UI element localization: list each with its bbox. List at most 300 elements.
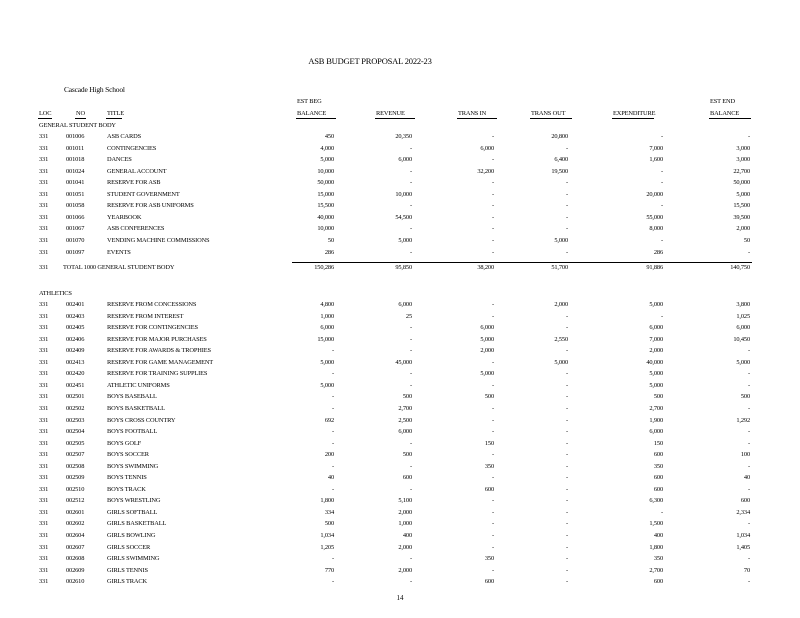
cell-trans-out: - [566, 179, 568, 187]
cell-est-end: - [748, 370, 750, 378]
cell-revenue: 10,000 [395, 190, 412, 198]
cell-revenue: 54,500 [395, 213, 412, 221]
cell-title: RESERVE FOR MAJOR PURCHASES [107, 335, 207, 343]
cell-title: GIRLS SOFTBALL [107, 508, 158, 516]
cell-revenue: - [410, 167, 412, 175]
cell-trans-in: 5,000 [480, 335, 494, 343]
cell-est-beg: 6,000 [320, 324, 334, 332]
cell-account-no: 001097 [66, 248, 85, 256]
cell-est-beg: 4,000 [320, 144, 334, 152]
cell-revenue: 1,000 [398, 520, 412, 528]
cell-est-beg: 50 [327, 236, 334, 244]
cell-trans-in: - [492, 202, 494, 210]
cell-loc: 331 [39, 324, 49, 332]
cell-trans-out: 5,000 [554, 358, 568, 366]
cell-title: RESERVE FOR ASB UNIFORMS [107, 202, 194, 210]
cell-trans-in: - [492, 404, 494, 412]
total-est-beg: 150,286 [314, 264, 334, 271]
cell-trans-in: 350 [484, 462, 494, 470]
cell-expenditure: - [661, 312, 663, 320]
cell-revenue: 5,100 [398, 497, 412, 505]
cell-account-no: 002608 [66, 555, 85, 563]
cell-trans-out: - [566, 416, 568, 424]
cell-expenditure: 350 [653, 462, 663, 470]
cell-est-beg: 5,000 [320, 156, 334, 164]
cell-est-end: - [748, 347, 750, 355]
cell-expenditure: 500 [653, 393, 663, 401]
cell-trans-in: - [492, 179, 494, 187]
cell-est-end: - [748, 404, 750, 412]
header-underline [709, 118, 751, 119]
cell-loc: 331 [39, 190, 49, 198]
cell-revenue: 45,000 [395, 358, 412, 366]
cell-loc: 331 [39, 381, 49, 389]
cell-trans-in: 600 [484, 578, 494, 586]
cell-account-no: 002508 [66, 462, 85, 470]
cell-est-beg: 10,000 [317, 225, 334, 233]
cell-trans-out: - [566, 451, 568, 459]
cell-est-end: 6,000 [736, 324, 750, 332]
cell-account-no: 001058 [66, 202, 85, 210]
section-header-general-student-body: GENERAL STUDENT BODY [39, 122, 116, 129]
cell-trans-in: 600 [484, 485, 494, 493]
cell-loc: 331 [39, 236, 49, 244]
cell-trans-in: - [492, 566, 494, 574]
page-number: 14 [396, 594, 404, 602]
cell-title: RESERVE FROM INTEREST [107, 312, 184, 320]
cell-loc: 331 [39, 301, 49, 308]
document-title: ASB BUDGET PROPOSAL 2022-23 [308, 56, 432, 66]
cell-account-no: 002401 [66, 301, 85, 308]
cell-trans-out: - [566, 555, 568, 563]
cell-loc: 331 [39, 508, 49, 516]
cell-trans-out: 20,800 [551, 133, 568, 140]
cell-expenditure: 286 [653, 248, 663, 256]
cell-expenditure: 2,700 [649, 566, 663, 574]
cell-trans-out: - [566, 213, 568, 221]
cell-account-no: 002505 [66, 439, 85, 447]
cell-title: ASB CONFERENCES [107, 225, 165, 233]
cell-title: BOYS SOCCER [107, 451, 149, 459]
cell-est-end: 600 [740, 497, 750, 505]
cell-expenditure: 1,600 [649, 156, 663, 164]
cell-loc: 331 [39, 532, 49, 539]
cell-title: BOYS BASEBALL [107, 393, 157, 401]
cell-revenue: 6,000 [398, 301, 412, 308]
cell-loc: 331 [39, 451, 49, 459]
cell-title: BOYS FOOTBALL [107, 428, 158, 436]
cell-loc: 331 [39, 439, 49, 447]
cell-expenditure: 600 [653, 451, 663, 459]
cell-trans-out: - [566, 225, 568, 233]
cell-trans-out: - [566, 324, 568, 332]
cell-trans-out: - [566, 347, 568, 355]
cell-account-no: 002406 [66, 335, 85, 343]
cell-est-beg: 500 [324, 520, 334, 528]
cell-trans-out: - [566, 381, 568, 389]
cell-loc: 331 [39, 370, 49, 378]
cell-trans-in: 2,000 [480, 347, 494, 355]
cell-trans-in: - [492, 474, 494, 482]
cell-est-beg: - [332, 404, 334, 412]
cell-expenditure: 350 [653, 555, 663, 563]
cell-est-beg: - [332, 485, 334, 493]
cell-title: STUDENT GOVERNMENT [107, 190, 180, 198]
cell-expenditure: - [661, 236, 663, 244]
cell-trans-in: - [492, 312, 494, 320]
cell-loc: 331 [39, 213, 49, 221]
cell-title: BOYS CROSS COUNTRY [107, 416, 176, 424]
cell-account-no: 002420 [66, 370, 85, 378]
cell-trans-in: - [492, 543, 494, 551]
cell-expenditure: 600 [653, 474, 663, 482]
cell-trans-in: - [492, 190, 494, 198]
cell-title: ASB CARDS [107, 133, 141, 140]
cell-revenue: - [410, 381, 412, 389]
cell-expenditure: 1,800 [649, 543, 663, 551]
cell-trans-out: - [566, 393, 568, 401]
cell-est-beg: 692 [324, 416, 334, 424]
cell-title: RESERVE FOR GAME MANAGEMENT [107, 358, 214, 366]
cell-loc: 331 [39, 393, 49, 401]
cell-loc: 331 [39, 566, 49, 574]
cell-trans-in: - [492, 133, 494, 140]
cell-trans-out: 6,400 [554, 156, 568, 164]
cell-est-beg: - [332, 462, 334, 470]
cell-expenditure: 7,000 [649, 335, 663, 343]
cell-loc: 331 [39, 133, 49, 140]
cell-trans-out: - [566, 190, 568, 198]
cell-account-no: 002509 [66, 474, 85, 482]
cell-expenditure: 8,000 [649, 225, 663, 233]
cell-title: RESERVE FOR CONTINGENCIES [107, 324, 198, 332]
cell-trans-in: - [492, 381, 494, 389]
cell-loc: 331 [39, 202, 49, 210]
cell-trans-out: - [566, 508, 568, 516]
col-header-loc: LOC [39, 110, 52, 117]
cell-loc: 331 [39, 543, 49, 551]
cell-account-no: 002451 [66, 381, 85, 389]
cell-est-beg: 10,000 [317, 167, 334, 175]
cell-est-end: 1,025 [736, 312, 750, 320]
cell-expenditure: 2,700 [649, 404, 663, 412]
cell-loc: 331 [39, 358, 49, 366]
cell-expenditure: 55,000 [646, 213, 663, 221]
cell-trans-out: - [566, 248, 568, 256]
cell-expenditure: 5,000 [649, 301, 663, 308]
col-header-trans-in: TRANS IN [458, 110, 487, 117]
cell-account-no: 001051 [66, 190, 85, 198]
cell-trans-in: 350 [484, 555, 494, 563]
cell-title: RESERVE FOR AWARDS & TROPHIES [107, 347, 211, 355]
cell-trans-out: - [566, 520, 568, 528]
cell-est-beg: 15,500 [317, 202, 334, 210]
cell-title: ATHLETIC UNIFORMS [107, 381, 170, 389]
cell-account-no: 001011 [66, 144, 85, 152]
cell-est-end: - [748, 248, 750, 256]
cell-revenue: 500 [402, 393, 412, 401]
cell-trans-out: - [566, 202, 568, 210]
cell-loc: 331 [39, 404, 49, 412]
cell-title: BOYS WRESTLING [107, 497, 161, 505]
cell-est-end: 39,500 [733, 213, 750, 221]
cell-trans-out: - [566, 439, 568, 447]
header-underline [612, 118, 654, 119]
cell-revenue: - [410, 462, 412, 470]
cell-est-end: - [748, 439, 750, 447]
cell-est-beg: 15,000 [317, 190, 334, 198]
cell-expenditure: - [661, 508, 663, 516]
cell-est-end: - [748, 520, 750, 528]
cell-est-end: 2,334 [736, 508, 750, 516]
total-est-end: 140,750 [730, 264, 750, 271]
cell-title: BOYS SWIMMING [107, 462, 159, 470]
cell-trans-in: - [492, 213, 494, 221]
cell-est-beg: - [332, 393, 334, 401]
cell-est-end: 50 [743, 236, 750, 244]
cell-est-end: - [748, 485, 750, 493]
cell-trans-in: - [492, 497, 494, 505]
cell-trans-in: 32,200 [477, 167, 494, 175]
cell-title: GIRLS TRACK [107, 578, 147, 586]
cell-revenue: - [410, 485, 412, 493]
cell-est-beg: - [332, 439, 334, 447]
cell-loc: 331 [39, 497, 49, 505]
header-underline [530, 118, 572, 119]
cell-trans-in: - [492, 451, 494, 459]
cell-est-end: 70 [743, 566, 750, 574]
cell-trans-out: - [566, 312, 568, 320]
cell-est-end: 100 [740, 451, 750, 459]
cell-title: YEARBOOK [107, 213, 142, 221]
cell-account-no: 002504 [66, 428, 85, 436]
cell-account-no: 002609 [66, 566, 85, 574]
cell-revenue: 20,350 [395, 133, 412, 140]
cell-expenditure: 2,000 [649, 347, 663, 355]
cell-trans-in: 6,000 [480, 144, 494, 152]
cell-est-beg: 15,000 [317, 335, 334, 343]
cell-trans-in: 500 [484, 393, 494, 401]
cell-est-beg: 1,205 [320, 543, 334, 551]
cell-account-no: 002507 [66, 451, 85, 459]
cell-trans-in: - [492, 301, 494, 308]
cell-title: GIRLS TENNIS [107, 566, 148, 574]
cell-loc: 331 [39, 312, 49, 320]
cell-revenue: - [410, 248, 412, 256]
cell-loc: 331 [39, 156, 49, 164]
cell-account-no: 002610 [66, 578, 85, 586]
cell-revenue: 25 [405, 312, 412, 320]
cell-title: GIRLS SOCCER [107, 543, 151, 551]
total-label: TOTAL 1000 GENERAL STUDENT BODY [63, 264, 175, 271]
cell-est-beg: 1,034 [320, 532, 334, 539]
cell-loc: 331 [39, 347, 49, 355]
cell-expenditure: - [661, 179, 663, 187]
col-header-no: NO [76, 110, 85, 117]
cell-est-end: 50,000 [733, 179, 750, 187]
cell-trans-out: - [566, 485, 568, 493]
cell-trans-out: - [566, 497, 568, 505]
cell-trans-out: - [566, 428, 568, 436]
cell-loc: 331 [39, 428, 49, 436]
cell-expenditure: 6,000 [649, 428, 663, 436]
cell-revenue: 2,000 [398, 508, 412, 516]
cell-title: BOYS BASKETBALL [107, 404, 165, 412]
col-header-est-beg-bottom: BALANCE [297, 110, 327, 117]
cell-account-no: 002512 [66, 497, 85, 505]
cell-loc: 331 [39, 474, 49, 482]
cell-title: BOYS GOLF [107, 439, 141, 447]
cell-est-end: 1,405 [736, 543, 750, 551]
cell-est-end: - [748, 133, 750, 140]
cell-revenue: - [410, 324, 412, 332]
cell-title: CONTINGENCIES [107, 144, 157, 152]
cell-trans-in: - [492, 416, 494, 424]
cell-expenditure: 5,000 [649, 381, 663, 389]
cell-revenue: - [410, 144, 412, 152]
cell-est-beg: 1,000 [320, 312, 334, 320]
header-underline [38, 118, 52, 119]
cell-loc: 331 [39, 520, 49, 528]
cell-revenue: 2,700 [398, 404, 412, 412]
cell-account-no: 002602 [66, 520, 85, 528]
cell-revenue: - [410, 439, 412, 447]
cell-revenue: - [410, 370, 412, 378]
cell-est-beg: 200 [324, 451, 334, 459]
cell-trans-out: 2,000 [554, 301, 568, 308]
cell-loc: 331 [39, 485, 49, 493]
col-header-expenditure: EXPENDITURE [613, 110, 656, 117]
cell-title: EVENTS [107, 248, 131, 256]
cell-trans-out: - [566, 370, 568, 378]
cell-trans-out: - [566, 474, 568, 482]
cell-expenditure: 7,000 [649, 144, 663, 152]
cell-trans-in: - [492, 532, 494, 539]
cell-loc: 331 [39, 335, 49, 343]
cell-revenue: - [410, 578, 412, 586]
cell-est-beg: - [332, 555, 334, 563]
cell-revenue: 6,000 [398, 428, 412, 436]
cell-loc: 331 [39, 248, 49, 256]
cell-est-end: 3,000 [736, 156, 750, 164]
cell-account-no: 002501 [66, 393, 85, 401]
section-header-athletics: ATHLETICS [39, 290, 72, 297]
cell-title: BOYS TRACK [107, 485, 146, 493]
cell-est-end: 15,500 [733, 202, 750, 210]
cell-trans-in: - [492, 428, 494, 436]
cell-est-beg: - [332, 347, 334, 355]
cell-expenditure: 40,000 [646, 358, 663, 366]
cell-revenue: - [410, 347, 412, 355]
cell-est-end: - [748, 428, 750, 436]
cell-account-no: 002405 [66, 324, 85, 332]
cell-title: BOYS TENNIS [107, 474, 147, 482]
cell-account-no: 002604 [66, 532, 85, 539]
cell-trans-out: - [566, 566, 568, 574]
header-underline [106, 118, 122, 119]
cell-account-no: 002510 [66, 485, 85, 493]
cell-trans-in: - [492, 508, 494, 516]
cell-revenue: - [410, 202, 412, 210]
cell-expenditure: 600 [653, 485, 663, 493]
cell-revenue: - [410, 335, 412, 343]
col-header-trans-out: TRANS OUT [531, 110, 566, 117]
cell-account-no: 001067 [66, 225, 85, 233]
cell-account-no: 002503 [66, 416, 85, 424]
cell-est-end: - [748, 381, 750, 389]
cell-est-beg: 770 [324, 566, 334, 574]
cell-account-no: 001066 [66, 213, 85, 221]
cell-est-end: - [748, 462, 750, 470]
cell-est-end: 1,034 [736, 532, 750, 539]
cell-title: RESERVE FOR TRAINING SUPPLIES [107, 370, 208, 378]
cell-est-beg: 450 [324, 133, 334, 140]
cell-loc: 331 [39, 555, 49, 563]
cell-expenditure: 6,000 [649, 324, 663, 332]
total-loc: 331 [39, 264, 49, 271]
col-header-title: TITLE [107, 110, 124, 117]
cell-est-beg: 40 [327, 474, 334, 482]
cell-est-beg: 5,000 [320, 381, 334, 389]
col-header-revenue: REVENUE [376, 110, 405, 117]
col-header-est-end-top: EST END [710, 98, 735, 105]
total-underline [292, 262, 752, 263]
cell-est-beg: 5,000 [320, 358, 334, 366]
col-header-est-beg-top: EST BEG [297, 98, 322, 105]
cell-trans-in: - [492, 236, 494, 244]
cell-expenditure: 600 [653, 578, 663, 586]
cell-loc: 331 [39, 167, 49, 175]
cell-loc: 331 [39, 225, 49, 233]
cell-trans-in: - [492, 358, 494, 366]
cell-est-end: 500 [740, 393, 750, 401]
cell-est-end: 5,000 [736, 190, 750, 198]
cell-title: GIRLS BOWLING [107, 532, 156, 539]
header-underline [375, 118, 415, 119]
cell-account-no: 002409 [66, 347, 85, 355]
cell-trans-out: - [566, 578, 568, 586]
cell-est-beg: 334 [324, 508, 334, 516]
cell-est-end: 22,700 [733, 167, 750, 175]
cell-account-no: 001024 [66, 167, 85, 175]
header-underline [457, 118, 497, 119]
cell-loc: 331 [39, 416, 49, 424]
cell-est-beg: 1,800 [320, 497, 334, 505]
cell-est-beg: - [332, 370, 334, 378]
cell-trans-in: - [492, 225, 494, 233]
cell-expenditure: - [661, 202, 663, 210]
cell-expenditure: - [661, 167, 663, 175]
cell-revenue: 6,000 [398, 156, 412, 164]
cell-account-no: 002502 [66, 404, 85, 412]
cell-loc: 331 [39, 144, 49, 152]
cell-account-no: 002601 [66, 508, 85, 516]
cell-expenditure: 6,300 [649, 497, 663, 505]
cell-revenue: 600 [402, 474, 412, 482]
cell-revenue: 2,000 [398, 543, 412, 551]
cell-est-beg: 286 [324, 248, 334, 256]
cell-trans-out: 2,550 [554, 335, 568, 343]
cell-loc: 331 [39, 578, 49, 586]
cell-revenue: 500 [402, 451, 412, 459]
total-trans-in: 38,200 [477, 264, 494, 271]
cell-est-end: 3,000 [736, 144, 750, 152]
school-name: Cascade High School [64, 85, 125, 94]
cell-est-end: 2,000 [736, 225, 750, 233]
cell-est-end: 10,450 [733, 335, 750, 343]
cell-trans-out: - [566, 462, 568, 470]
cell-est-end: 40 [743, 474, 750, 482]
